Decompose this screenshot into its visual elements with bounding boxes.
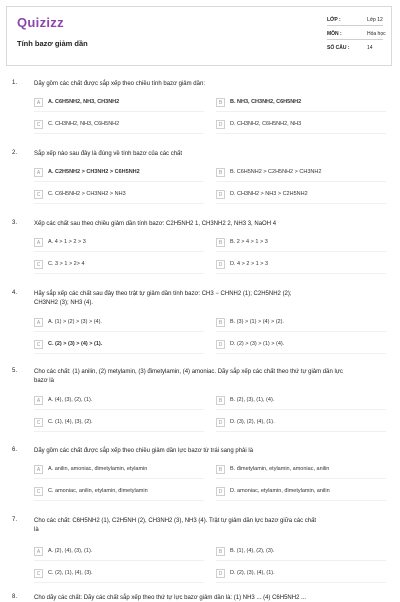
choice-b[interactable] [216,168,386,180]
choice-d[interactable] [216,340,386,352]
choice-text: B. C6H5NH2 > C2H5NH2 > CH3NH2 [230,169,322,175]
choice-c[interactable] [34,260,204,272]
divider [34,353,204,354]
quiz-title: Tính bazơ giảm dần [17,39,88,48]
choice-text: C. (2), (1), (4), (3). [48,570,93,576]
divider [34,478,204,479]
choice-b[interactable] [216,238,386,250]
divider [34,431,204,432]
choice-letter: A [34,98,43,107]
choice-letter: C [34,340,43,349]
divider [216,560,386,561]
question-text: Cho các chất: (1) anilin, (2) metylamin, (3) đimetylamin, (4) amoniac. Dãy sắp xếp các chất theo thứ tự giảm dần lực [34,369,343,375]
choice-letter: D [216,190,225,199]
divider [216,331,386,332]
question-text: Dãy gồm các chất được sắp xếp theo chiều giảm dần lực bazơ từ trái sang phải là [34,448,254,454]
divider [216,500,386,501]
choice-letter: D [216,340,225,349]
divider [216,431,386,432]
meta-class-value: Lớp 12 [367,17,383,23]
choice-text: D. amoniac, etylamin, đimetylamin, anilin [230,488,330,494]
divider [216,409,386,410]
choice-c[interactable] [34,190,204,202]
choice-text: C. 3 > 1 > 2> 4 [48,261,85,267]
divider [34,582,204,583]
choice-text: B. (1), (4), (2), (3). [230,548,275,554]
choice-a[interactable] [34,98,204,110]
choice-letter: B [216,98,225,107]
choice-letter: B [216,465,225,474]
divider [216,203,386,204]
choice-b[interactable] [216,465,386,477]
choice-text: B. (2), (3), (1), (4). [230,397,275,403]
choice-text: D. (2) > (3) > (1) > (4). [230,341,285,347]
choice-text: B. 2 > 4 > 1 > 3 [230,239,268,245]
choice-text: D. (3), (2), (4), (1). [230,419,275,425]
choice-text: A. C6H5NH2, NH3, CH3NH2 [48,99,120,105]
choice-text: C. (1), (4), (3), (2). [48,419,93,425]
choice-c[interactable] [34,340,204,352]
question-text: Sắp xếp nào sau đây là đúng về tính bazơ của các chất [34,151,183,157]
choice-c[interactable] [34,418,204,430]
question-number: 5. [12,368,18,374]
divider [216,582,386,583]
choice-d[interactable] [216,487,386,499]
choice-text: D. CH3NH2, C6H5NH2, NH3 [230,121,302,127]
choice-text: A. (1) > (2) > (3) > (4). [48,319,102,325]
choice-letter: C [34,190,43,199]
choice-letter: D [216,260,225,269]
meta-subject-label: MÔN : [327,31,342,37]
meta-class-label: LỚP : [327,17,341,23]
choice-letter: B [216,547,225,556]
divider [34,251,204,252]
question-text-continued: là [34,527,39,533]
question-number: 1. [12,80,18,86]
divider [216,133,386,134]
question-number: 7. [12,517,18,523]
choice-text: D. (2), (3), (4), (1). [230,570,275,576]
divider [34,273,204,274]
choice-text: D. CH3NH2 > NH3 > C2H5NH2 [230,191,308,197]
question-text: Dãy gồm các chất được sắp xếp theo chiều tính bazơ giảm dần: [34,81,205,87]
choice-letter: C [34,120,43,129]
divider [34,560,204,561]
choice-d[interactable] [216,418,386,430]
question-number: 8. [12,594,18,600]
choice-a[interactable] [34,465,204,477]
choice-letter: D [216,418,225,427]
choice-text: B. (3) > (1) > (4) > (2). [230,319,284,325]
choice-letter: A [34,168,43,177]
choice-a[interactable] [34,547,204,559]
choice-letter: A [34,318,43,327]
question-text: Cho dãy các chất: Dãy các chất sắp xếp theo thứ tự lực bazơ giảm dần là: (1) NH3 ... (4) C6H5NH2 ... [34,595,307,601]
question-number: 3. [12,220,18,226]
choice-letter: B [216,396,225,405]
meta-count-label: SỐ CÂU : [327,45,350,51]
choice-b[interactable] [216,98,386,110]
question-text: Cho các chất: C6H5NH2 (1), C2H5NH (2), CH3NH2 (3), NH3 (4). Trật tự giảm dần lực bazơ giữa các chất [34,518,317,524]
choice-letter: B [216,318,225,327]
choice-c[interactable] [34,569,204,581]
choice-a[interactable] [34,238,204,250]
divider [216,181,386,182]
question-text: Xếp các chất sau theo chiều giảm dần tính bazơ: C2H5NH2 1, CH3NH2 2, NH3 3, NaOH 4 [34,221,277,227]
choice-letter: A [34,238,43,247]
question-text: Hãy sắp xếp các chất sau đây theo trật tự giảm dần tính bazơ: CH3 − CHNH2 (1); C2H5NH2 (2); [34,291,292,297]
divider [216,353,386,354]
choice-letter: C [34,487,43,496]
choice-text: B. đimetylamin, etylamin, amoniac, anilin [230,466,330,472]
divider [34,133,204,134]
choice-b[interactable] [216,318,386,330]
question-text-continued: CH3NH2 (3); NH3 (4). [34,300,94,306]
choice-text: C. CH3NH2, NH3, C6H5NH2 [48,121,120,127]
choice-d[interactable] [216,120,386,132]
worksheet-header [6,6,392,66]
choice-text: A. anilin, amoniac, đimetylamin, etylamin [48,466,148,472]
choice-letter: A [34,547,43,556]
divider [34,181,204,182]
divider [34,203,204,204]
choice-letter: C [34,569,43,578]
choice-d[interactable] [216,190,386,202]
choice-b[interactable] [216,547,386,559]
divider [216,273,386,274]
choice-text: A. (4), (3), (2), (1). [48,397,93,403]
divider [34,409,204,410]
divider [34,331,204,332]
choice-text: D. 4 > 2 > 1 > 3 [230,261,269,267]
divider [216,478,386,479]
choice-a[interactable] [34,318,204,330]
choice-letter: A [34,465,43,474]
divider [327,39,383,40]
divider [216,251,386,252]
divider [34,111,204,112]
choice-d[interactable] [216,260,386,272]
choice-b[interactable] [216,396,386,408]
divider [327,25,383,26]
choice-letter: D [216,569,225,578]
question-number: 2. [12,150,18,156]
choice-letter: C [34,418,43,427]
choice-text: B. NH3, CH3NH2, C6H5NH2 [230,99,302,105]
choice-letter: D [216,120,225,129]
choice-a[interactable] [34,396,204,408]
choice-c[interactable] [34,120,204,132]
choice-text: C. C6H5NH2 > CH3NH2 > NH3 [48,191,126,197]
choice-a[interactable] [34,168,204,180]
divider [216,111,386,112]
meta-subject-value: Hóa học [367,31,386,37]
choice-letter: C [34,260,43,269]
choice-text: A. C2H5NH2 > CH3NH2 > C6H5NH2 [48,169,140,175]
choice-letter: B [216,238,225,247]
choice-text: C. amoniac, anilin, etylamin, đimetylamin [48,488,148,494]
choice-letter: B [216,168,225,177]
choice-text: A. 4 > 1 > 2 > 3 [48,239,86,245]
choice-text: A. (2), (4), (3), (1). [48,548,93,554]
question-number: 6. [12,447,18,453]
choice-c[interactable] [34,487,204,499]
choice-letter: D [216,487,225,496]
choice-text: C. (2) > (3) > (4) > (1). [48,341,103,347]
quizizz-logo: Quizizz [17,15,64,30]
question-number: 4. [12,290,18,296]
question-text-continued: bazơ là [34,378,54,384]
divider [34,500,204,501]
choice-d[interactable] [216,569,386,581]
meta-count-value: 14 [367,45,373,51]
choice-letter: A [34,396,43,405]
